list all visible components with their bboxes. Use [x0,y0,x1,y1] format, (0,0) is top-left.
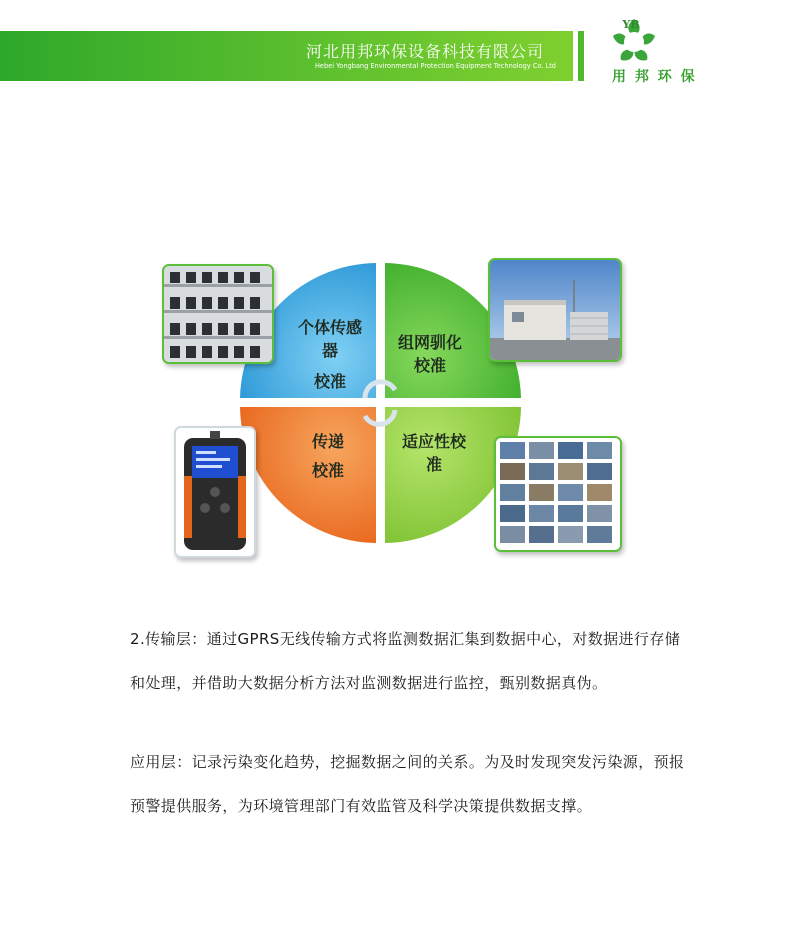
handheld-device-image [176,428,254,556]
label-line: 准 [425,455,442,474]
label-network-calibration [388,331,472,377]
photo-monitoring-station [488,258,622,362]
label-adaptive-calibration [392,430,476,476]
site-collage-image [496,438,620,550]
paragraph-application-layer: 应用层：记录污染变化趋势，挖掘数据之间的关系。为及时发现突发污染源，预报预警提供服务，为环境管理部门有效监管及科学决策提供数据支撑。 [130,753,685,815]
photo-sensor-racks [162,264,274,364]
photo-handheld-device [174,426,256,558]
station-image [490,260,620,360]
label-line: 校准 [313,372,346,391]
logo-letters: YB [622,18,640,31]
label-line: 组网驯化 [397,333,462,352]
label-line: 器 [321,341,338,360]
label-line: 传递 [311,432,344,451]
calibration-diagram [160,250,640,560]
paragraph-transmission-layer: 2.传输层：通过GPRS无线传输方式将监测数据汇集到数据中心，对数据进行存储和处理，并借助大数据分析方法对监测数据进行监控，甄别数据真伪。 [130,630,681,692]
label-line: 校准 [413,356,446,375]
company-name-cn: 河北用邦环保设备科技有限公司 [305,42,544,61]
header-divider [578,31,584,81]
label-line: 校准 [311,461,344,480]
label-individual-sensor [288,316,372,393]
company-name-en: Hebei Yongbang Environmental Protection Equipment Technology Co. Ltd [314,62,556,70]
label-transfer-calibration [300,430,356,482]
logo-brand-name: 用 邦 环 保 [612,69,697,85]
label-line: 适应性校 [401,432,466,451]
label-line: 个体传感 [297,318,362,337]
photo-site-collage [494,436,622,552]
sensor-rack-image [164,266,272,362]
